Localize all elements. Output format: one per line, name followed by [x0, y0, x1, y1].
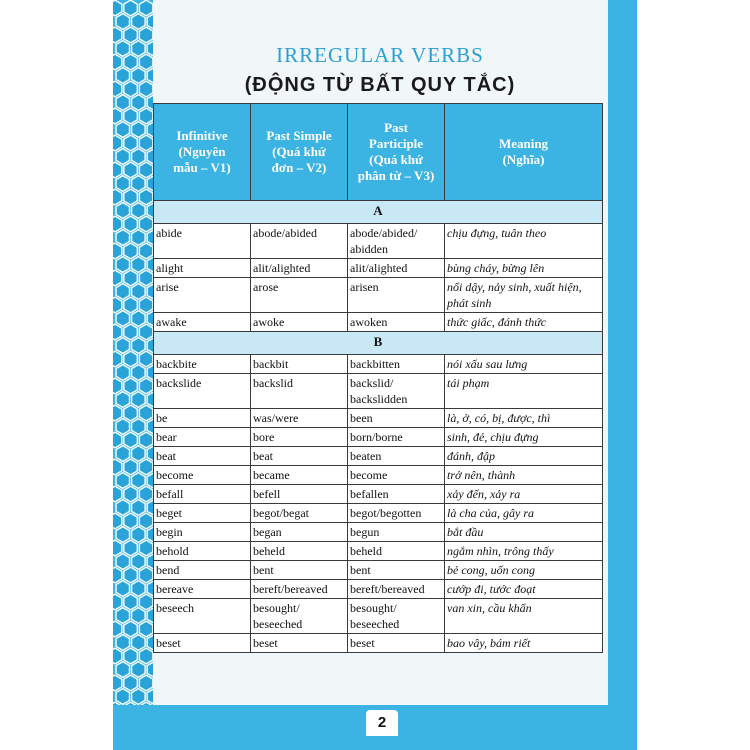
hexagon-shape — [116, 500, 130, 516]
hexagon-shape — [124, 405, 138, 421]
past-participle-cell: backslid/ backslidden — [348, 374, 445, 409]
hexagon-shape — [113, 243, 122, 259]
hexagon-shape — [116, 338, 130, 354]
hexagon-shape — [116, 635, 130, 651]
infinitive-cell: alight — [154, 259, 251, 278]
hexagon-shape — [124, 540, 138, 556]
hexagon-shape — [147, 14, 153, 30]
meaning-cell: tái phạm — [445, 374, 603, 409]
hexagon-shape — [139, 486, 153, 502]
hexagon-shape — [139, 0, 153, 16]
hexagon-shape — [124, 81, 138, 97]
hexagon-shape — [139, 405, 153, 421]
past-simple-cell: awoke — [251, 313, 348, 332]
hexagon-shape — [116, 392, 130, 408]
hexagon-shape — [116, 662, 130, 678]
section-letter: A — [154, 201, 603, 224]
hexagon-shape — [132, 500, 146, 516]
hexagon-shape — [113, 378, 122, 394]
past-participle-cell: begot/begotten — [348, 504, 445, 523]
hexagon-shape — [116, 419, 130, 435]
hexagon-shape — [113, 162, 122, 178]
hexagon-shape — [124, 621, 138, 637]
table-row — [154, 409, 603, 428]
hexagon-side-band — [113, 0, 153, 720]
hexagon-shape — [113, 270, 122, 286]
header-line: (Quá khứ — [272, 144, 326, 159]
infinitive-cell: abide — [154, 224, 251, 259]
hexagon-shape — [132, 41, 146, 57]
infinitive-cell: bend — [154, 561, 251, 580]
infinitive-cell: beget — [154, 504, 251, 523]
past-participle-cell: besought/ beseeched — [348, 599, 445, 634]
meaning-cell: bẻ cong, uốn cong — [445, 561, 603, 580]
hexagon-shape — [113, 189, 122, 205]
hexagon-shape — [124, 108, 138, 124]
hexagon-shape — [124, 351, 138, 367]
infinitive-cell: backbite — [154, 355, 251, 374]
hexagon-shape — [132, 149, 146, 165]
past-simple-cell: bereft/bereaved — [251, 580, 348, 599]
table-row — [154, 278, 603, 313]
infinitive-cell: awake — [154, 313, 251, 332]
hexagon-shape — [116, 95, 130, 111]
hexagon-shape — [116, 122, 130, 138]
hexagon-shape — [139, 675, 153, 691]
hexagon-shape — [113, 648, 122, 664]
hexagon-shape — [132, 419, 146, 435]
hexagon-shape — [116, 68, 130, 84]
hexagon-shape — [124, 270, 138, 286]
hexagon-shape — [132, 14, 146, 30]
hexagon-shape — [116, 608, 130, 624]
hexagon-shape — [116, 176, 130, 192]
hexagon-shape — [124, 54, 138, 70]
page-subtitle: (ĐỘNG TỪ BẤT QUY TẮC) — [244, 74, 516, 96]
hexagon-shape — [116, 365, 130, 381]
header-past-simple — [251, 104, 348, 201]
hexagon-shape — [139, 567, 153, 583]
hexagon-shape — [132, 203, 146, 219]
hexagon-shape — [132, 392, 146, 408]
hexagon-shape — [113, 81, 122, 97]
infinitive-cell: arise — [154, 278, 251, 313]
past-simple-cell: backbit — [251, 355, 348, 374]
meaning-cell: bắt đầu — [445, 523, 603, 542]
table-header-row — [154, 104, 603, 201]
past-simple-cell: bore — [251, 428, 348, 447]
hexagon-shape — [124, 486, 138, 502]
header-line: (Nghĩa) — [502, 152, 545, 167]
past-simple-cell: was/were — [251, 409, 348, 428]
hexagon-shape — [124, 594, 138, 610]
table-row — [154, 374, 603, 409]
hexagon-shape — [124, 378, 138, 394]
hexagon-shape — [124, 675, 138, 691]
meaning-cell: cướp đi, tước đoạt — [445, 580, 603, 599]
hexagon-shape — [132, 689, 146, 705]
hexagon-shape — [132, 95, 146, 111]
hexagon-shape — [124, 135, 138, 151]
meaning-cell: sinh, đẻ, chịu đựng — [445, 428, 603, 447]
table-row — [154, 599, 603, 634]
hexagon-shape — [124, 459, 138, 475]
hexagon-shape — [116, 149, 130, 165]
meaning-cell: trở nên, thành — [445, 466, 603, 485]
past-participle-cell: become — [348, 466, 445, 485]
meaning-cell: thức giấc, đánh thức — [445, 313, 603, 332]
past-simple-cell: besought/ beseeched — [251, 599, 348, 634]
irregular-verbs-table — [153, 103, 603, 653]
hexagon-shape — [139, 297, 153, 313]
meaning-cell: bùng cháy, bừng lên — [445, 259, 603, 278]
hexagon-shape — [113, 513, 122, 529]
infinitive-cell: beat — [154, 447, 251, 466]
infinitive-cell: become — [154, 466, 251, 485]
infinitive-cell: bereave — [154, 580, 251, 599]
hexagon-shape — [139, 189, 153, 205]
hexagon-shape — [139, 162, 153, 178]
past-simple-cell: beheld — [251, 542, 348, 561]
header-line: (Quá khứ — [369, 152, 423, 167]
hexagon-shape — [132, 284, 146, 300]
past-simple-cell: arose — [251, 278, 348, 313]
hexagon-shape — [124, 297, 138, 313]
table-row — [154, 542, 603, 561]
table-row — [154, 259, 603, 278]
past-simple-cell: beat — [251, 447, 348, 466]
past-participle-cell: beaten — [348, 447, 445, 466]
hexagon-shape — [113, 135, 122, 151]
table-row — [154, 313, 603, 332]
hexagon-shape — [116, 446, 130, 462]
header-infinitive — [154, 104, 251, 201]
hexagon-shape — [116, 311, 130, 327]
page-right-edge — [608, 0, 637, 720]
table-row — [154, 428, 603, 447]
hexagon-shape — [132, 257, 146, 273]
header-meaning — [445, 104, 603, 201]
table-row — [154, 634, 603, 653]
hexagon-shape — [132, 338, 146, 354]
hexagon-shape — [139, 135, 153, 151]
header-line: Participle — [368, 136, 424, 151]
past-participle-cell: beheld — [348, 542, 445, 561]
hexagon-shape — [113, 459, 122, 475]
table-row — [154, 504, 603, 523]
hexagon-shape — [132, 365, 146, 381]
hexagon-shape — [139, 621, 153, 637]
infinitive-cell: bear — [154, 428, 251, 447]
header-line: mẫu – V1) — [173, 160, 231, 175]
hexagon-shape — [116, 230, 130, 246]
hexagon-shape — [124, 216, 138, 232]
header-line: đơn – V2) — [271, 160, 327, 175]
hexagon-shape — [132, 446, 146, 462]
meaning-cell: là cha của, gây ra — [445, 504, 603, 523]
hexagon-shape — [116, 257, 130, 273]
meaning-cell: xảy đến, xảy ra — [445, 485, 603, 504]
hexagon-shape — [139, 27, 153, 43]
hexagon-shape — [113, 594, 122, 610]
hexagon-shape — [116, 527, 130, 543]
section-row — [154, 201, 603, 224]
header-line: Infinitive — [176, 128, 228, 143]
meaning-cell: đánh, đập — [445, 447, 603, 466]
infinitive-cell: backslide — [154, 374, 251, 409]
hexagon-shape — [139, 243, 153, 259]
hexagon-shape — [139, 378, 153, 394]
hexagon-shape — [113, 486, 122, 502]
header-line: Past — [384, 120, 408, 135]
hexagon-shape — [124, 567, 138, 583]
past-simple-cell: abode/abided — [251, 224, 348, 259]
table-row — [154, 561, 603, 580]
hexagon-shape — [132, 311, 146, 327]
hexagon-shape — [124, 243, 138, 259]
past-simple-cell: beset — [251, 634, 348, 653]
section-letter: B — [154, 332, 603, 355]
past-participle-cell: begun — [348, 523, 445, 542]
past-participle-cell: bereft/bereaved — [348, 580, 445, 599]
infinitive-cell: beset — [154, 634, 251, 653]
header-past-participle — [348, 104, 445, 201]
past-simple-cell: befell — [251, 485, 348, 504]
past-participle-cell: arisen — [348, 278, 445, 313]
table-row — [154, 224, 603, 259]
hexagon-shape — [132, 473, 146, 489]
past-simple-cell: backslid — [251, 374, 348, 409]
table-row — [154, 485, 603, 504]
table-row — [154, 447, 603, 466]
meaning-cell: là, ở, có, bị, được, thì — [445, 409, 603, 428]
hexagon-shape — [139, 270, 153, 286]
table-row — [154, 355, 603, 374]
hexagon-shape — [139, 108, 153, 124]
meaning-cell: van xin, cầu khẩn — [445, 599, 603, 634]
hexagon-shape — [113, 216, 122, 232]
infinitive-cell: beseech — [154, 599, 251, 634]
header-line: (Nguyên — [178, 144, 226, 159]
hexagon-shape — [116, 284, 130, 300]
hexagon-shape — [132, 122, 146, 138]
past-participle-cell: awoken — [348, 313, 445, 332]
hexagon-shape — [113, 540, 122, 556]
hexagon-shape — [139, 216, 153, 232]
hexagon-shape — [124, 432, 138, 448]
hexagon-shape — [116, 581, 130, 597]
hexagon-shape — [124, 513, 138, 529]
past-participle-cell: befallen — [348, 485, 445, 504]
past-participle-cell: been — [348, 409, 445, 428]
hexagon-shape — [113, 54, 122, 70]
hexagon-shape — [124, 162, 138, 178]
meaning-cell: bao vây, bám riết — [445, 634, 603, 653]
hexagon-shape — [132, 662, 146, 678]
past-simple-cell: begot/begat — [251, 504, 348, 523]
meaning-cell: nổi dậy, nảy sinh, xuất hiện, phát sinh — [445, 278, 603, 313]
hexagon-shape — [132, 635, 146, 651]
hexagon-shape — [147, 662, 153, 678]
hexagon-shape — [139, 459, 153, 475]
hexagon-shape — [139, 432, 153, 448]
hexagon-shape — [139, 648, 153, 664]
hexagon-shape — [113, 351, 122, 367]
meaning-cell: chịu đựng, tuân theo — [445, 224, 603, 259]
table-row — [154, 466, 603, 485]
hexagon-shape — [116, 689, 130, 705]
hexagon-shape — [113, 567, 122, 583]
hexagon-shape — [116, 203, 130, 219]
header-line: Meaning — [498, 136, 549, 151]
header-line: Past Simple — [266, 128, 332, 143]
hexagon-shape — [132, 176, 146, 192]
hexagon-shape — [113, 405, 122, 421]
header-line: phân từ – V3) — [357, 168, 435, 183]
past-participle-cell: abode/abided/ abidden — [348, 224, 445, 259]
hexagon-shape — [113, 621, 122, 637]
hexagon-shape — [113, 297, 122, 313]
section-row — [154, 332, 603, 355]
table-row — [154, 523, 603, 542]
infinitive-cell: behold — [154, 542, 251, 561]
page-title: IRREGULAR VERBS — [276, 43, 484, 67]
hexagon-shape — [124, 27, 138, 43]
hexagon-shape — [124, 0, 138, 16]
hexagon-shape — [116, 554, 130, 570]
past-participle-cell: backbitten — [348, 355, 445, 374]
hexagon-shape — [113, 108, 122, 124]
hexagon-shape — [124, 189, 138, 205]
hexagon-shape — [124, 324, 138, 340]
hexagon-shape — [113, 675, 122, 691]
hexagon-shape — [147, 689, 153, 705]
infinitive-cell: begin — [154, 523, 251, 542]
hexagon-shape — [132, 68, 146, 84]
hexagon-shape — [132, 527, 146, 543]
hexagon-shape — [139, 324, 153, 340]
hexagon-shape — [116, 14, 130, 30]
hexagon-shape — [132, 608, 146, 624]
past-simple-cell: alit/alighted — [251, 259, 348, 278]
past-participle-cell: bent — [348, 561, 445, 580]
past-participle-cell: born/borne — [348, 428, 445, 447]
hexagon-shape — [113, 0, 122, 16]
hexagon-shape — [113, 27, 122, 43]
meaning-cell: nói xấu sau lưng — [445, 355, 603, 374]
meaning-cell: ngắm nhìn, trông thấy — [445, 542, 603, 561]
hexagon-shape — [139, 594, 153, 610]
hexagon-shape — [113, 324, 122, 340]
hexagon-shape — [139, 351, 153, 367]
hexagon-pattern — [113, 0, 153, 720]
hexagon-shape — [124, 648, 138, 664]
hexagon-shape — [116, 473, 130, 489]
past-participle-cell: alit/alighted — [348, 259, 445, 278]
infinitive-cell: be — [154, 409, 251, 428]
hexagon-shape — [132, 230, 146, 246]
hexagon-shape — [132, 581, 146, 597]
infinitive-cell: befall — [154, 485, 251, 504]
page-number: 2 — [366, 710, 398, 736]
past-simple-cell: began — [251, 523, 348, 542]
hexagon-shape — [113, 432, 122, 448]
past-simple-cell: bent — [251, 561, 348, 580]
hexagon-shape — [132, 554, 146, 570]
hexagon-shape — [139, 513, 153, 529]
past-simple-cell: became — [251, 466, 348, 485]
past-participle-cell: beset — [348, 634, 445, 653]
table-row — [154, 580, 603, 599]
hexagon-shape — [139, 540, 153, 556]
hexagon-shape — [116, 41, 130, 57]
